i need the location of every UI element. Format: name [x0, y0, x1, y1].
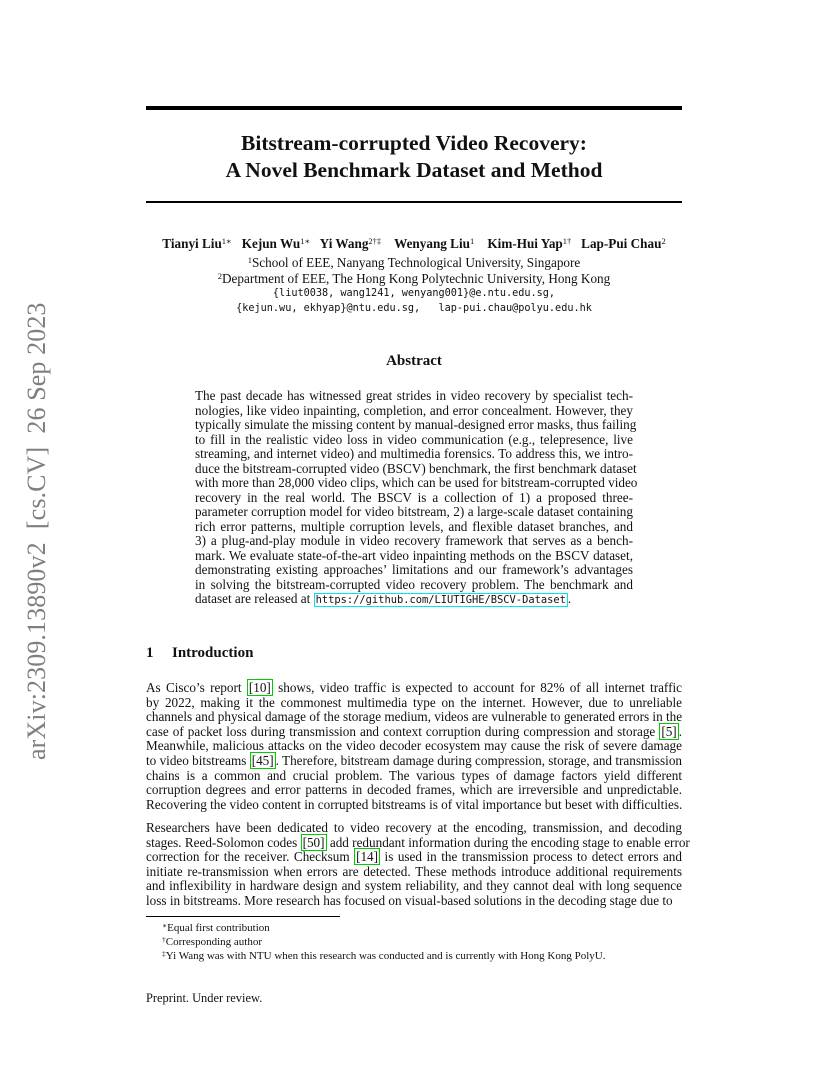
affiliation-marker: 2: [217, 271, 222, 281]
paragraph-text: add redundant information during the encoding stage to enable error: [326, 834, 690, 850]
author-list: [100, 236, 728, 252]
paragraph-line: [146, 783, 682, 798]
abstract-line: nologies, like video inpainting, completion, and error concealment. However, they: [195, 402, 633, 418]
footnote-text: Yi Wang was with NTU when this research was conducted and is currently with Hong Kong PolyU.: [165, 950, 606, 962]
intro-paragraph-1: [146, 681, 682, 812]
paragraph-line: [146, 681, 682, 696]
footnote-text: Equal first contribution: [167, 922, 270, 934]
abstract-heading: Abstract: [386, 353, 442, 369]
paragraph-text: stages. Reed-Solomon codes: [146, 834, 301, 850]
dataset-url-link[interactable]: https://github.com/LIUTIGHE/BSCV-Dataset: [315, 594, 566, 606]
abstract-line: rich error patterns, multiple corruption levels, and flexible dataset branches, and: [195, 518, 633, 534]
author-marker: 2: [661, 236, 666, 246]
abstract-line: to fill in the realistic video loss in video communication (e.g., telepresence, live: [195, 431, 633, 447]
author-marker: 1∗: [300, 236, 311, 246]
citation-link[interactable]: [5]: [661, 723, 677, 739]
author-name: Lap-Pui Chau: [581, 236, 662, 251]
abstract-line: demonstrating existing approaches’ limitations and our framework’s advantages: [195, 562, 633, 577]
paragraph-line: [146, 821, 682, 836]
section-number: 1: [146, 645, 154, 661]
section-title: Introduction: [172, 645, 254, 661]
abstract-line: typically simulate the missing content by manual-designed error masks, thus failing: [195, 417, 637, 432]
abstract-line: duce the bitstream-corrupted video (BSCV) benchmark, the first benchmark dataset: [195, 460, 637, 476]
paragraph-line: [146, 834, 690, 851]
citation-link[interactable]: [10]: [248, 680, 271, 695]
paragraph-line: [146, 879, 682, 894]
abstract-body: [195, 388, 638, 608]
footnote-3: [162, 949, 606, 962]
paragraph-text: channels and physical damage of the storage medium, videos are vulnerable to generated errors in the: [146, 709, 683, 725]
author-name: Yi Wang: [319, 236, 369, 251]
paragraph-line: [146, 865, 682, 880]
paragraph-text: case of packet loss during transmission and context corruption during compression and storage: [146, 723, 660, 739]
preprint-notice: Preprint. Under review.: [146, 991, 263, 1005]
abstract-line: parameter corruption model for video bitstream, 2) a large-scale dataset containing: [195, 504, 633, 519]
paragraph-text: shows, video traffic is expected to account for 82% of all internet traffic: [272, 680, 682, 695]
citation-link[interactable]: [14]: [356, 849, 379, 865]
paragraph-line: [146, 769, 682, 784]
paragraph-text: to video bitstreams: [146, 752, 250, 768]
paragraph-text: Researchers have been dedicated to video recovery at the encoding, transmission, and decoding: [146, 820, 682, 835]
abstract-line: The past decade has witnessed great strides in video recovery by specialist tech-: [195, 388, 633, 403]
footnote-2: [162, 935, 262, 948]
paragraph-line: [146, 710, 682, 725]
paragraph-text: chains is a common and crucial problem. The various types of damage factors yield different: [146, 767, 682, 783]
affiliation-marker: 1: [247, 255, 252, 265]
paragraph-line: [146, 894, 682, 909]
abstract-line: with more than 28,000 video clips, which can be used for bitstream-corrupted video: [195, 475, 638, 490]
title-top-rule: [146, 106, 682, 110]
email-line-1: {liut0038, wang1241, wenyang001}@e.ntu.edu.sg,: [272, 288, 556, 299]
footnote-text: Corresponding author: [165, 936, 262, 948]
section-heading: [146, 645, 253, 662]
footnote-rule: [146, 916, 340, 917]
abstract-text: .: [567, 591, 572, 606]
title-line-1: Bitstream-corrupted Video Recovery:: [241, 131, 587, 155]
abstract-line: streaming, and internet video) and multimedia forensics. To address this, we intro-: [195, 446, 633, 461]
footnote-mark: ‡: [162, 949, 166, 958]
title-line-2: A Novel Benchmark Dataset and Method: [225, 158, 603, 182]
author-marker: 1†: [562, 236, 572, 246]
paragraph-text: . Therefore, bitstream damage during compression, storage, and transmission: [275, 752, 683, 768]
paragraph-text: .: [678, 723, 682, 739]
author-marker: 1∗: [221, 236, 232, 246]
paragraph-line: [146, 754, 682, 769]
email-line-2: {kejun.wu, ekhyap}@ntu.edu.sg, lap-pui.chau@polyu.edu.hk: [236, 303, 592, 314]
paragraph-text: Recovering the video content in corrupted bitstreams is of vital importance but beset with difficulties.: [146, 796, 683, 812]
abstract-line: recovery in the real world. The BSCV is a collection of 1) a proposed three-: [195, 489, 633, 505]
author-name: Kejun Wu: [241, 236, 301, 251]
abstract-last-line: [195, 592, 633, 608]
paragraph-text: correction for the receiver. Checksum: [146, 849, 355, 865]
paragraph-line: [146, 850, 682, 865]
paragraph-text: initiate re-transmission when errors are detected. These methods introduce additional requirements: [146, 863, 682, 879]
author-name: Kim-Hui Yap: [487, 236, 563, 251]
paragraph-text: As Cisco’s report: [146, 680, 247, 695]
footnote-1: [162, 921, 270, 934]
paragraph-line: [146, 696, 682, 711]
paragraph-text: corruption degrees and error patterns in decoded frames, which are irreversible and unpredictable.: [146, 782, 682, 798]
author-name: Wenyang Liu: [394, 236, 470, 251]
author-marker: 1: [469, 236, 475, 246]
abstract-line: in solving the bitstream-corrupted video recovery problem. The benchmark and: [195, 576, 633, 592]
paragraph-line: [146, 798, 682, 813]
intro-paragraph-2: [146, 820, 690, 909]
author-name: Tianyi Liu: [162, 236, 222, 251]
abstract-line: mark. We evaluate state-of-the-art video inpainting methods on the BSCV dataset,: [195, 547, 633, 563]
paragraph-line: [146, 739, 682, 754]
citation-link[interactable]: [50]: [302, 834, 325, 850]
abstract-line: 3) a plug-and-play module in video recovery framework that serves as a bench-: [195, 533, 633, 548]
paragraph-line: [146, 725, 682, 740]
affiliation-text: Department of EEE, The Hong Kong Polytechnic University, Hong Kong: [222, 271, 611, 286]
footnote-mark: †: [162, 935, 166, 944]
affiliation-text: School of EEE, Nanyang Technological University, Singapore: [251, 255, 581, 270]
citation-link[interactable]: [45]: [251, 752, 274, 768]
affiliation-2: [100, 271, 728, 287]
paragraph-text: is used in the transmission process to detect errors and: [380, 849, 682, 865]
title-bottom-rule: [146, 201, 682, 203]
author-marker: 2†‡: [368, 236, 382, 246]
affiliation-1: [100, 255, 728, 271]
paper-title: [146, 130, 682, 184]
paragraph-text: and inflexibility in hardware design and system reliability, and they cannot deal with long sequence: [146, 878, 682, 894]
arxiv-identifier: arXiv:2309.13890v2 [cs.CV] 26 Sep 2023: [22, 302, 51, 760]
footnote-mark: ∗: [162, 921, 168, 930]
paragraph-text: loss in bitstreams. More research has focused on visual-based solutions in the decoding stage due to: [146, 892, 673, 908]
abstract-text: dataset are released at: [195, 591, 314, 606]
paragraph-text: Meanwhile, malicious attacks on the video decoder ecosystem may cause the risk of severe damage: [146, 738, 682, 754]
paragraph-text: by 2022, making it the commonest multimedia type on the internet. However, due to unreliable: [146, 694, 682, 710]
